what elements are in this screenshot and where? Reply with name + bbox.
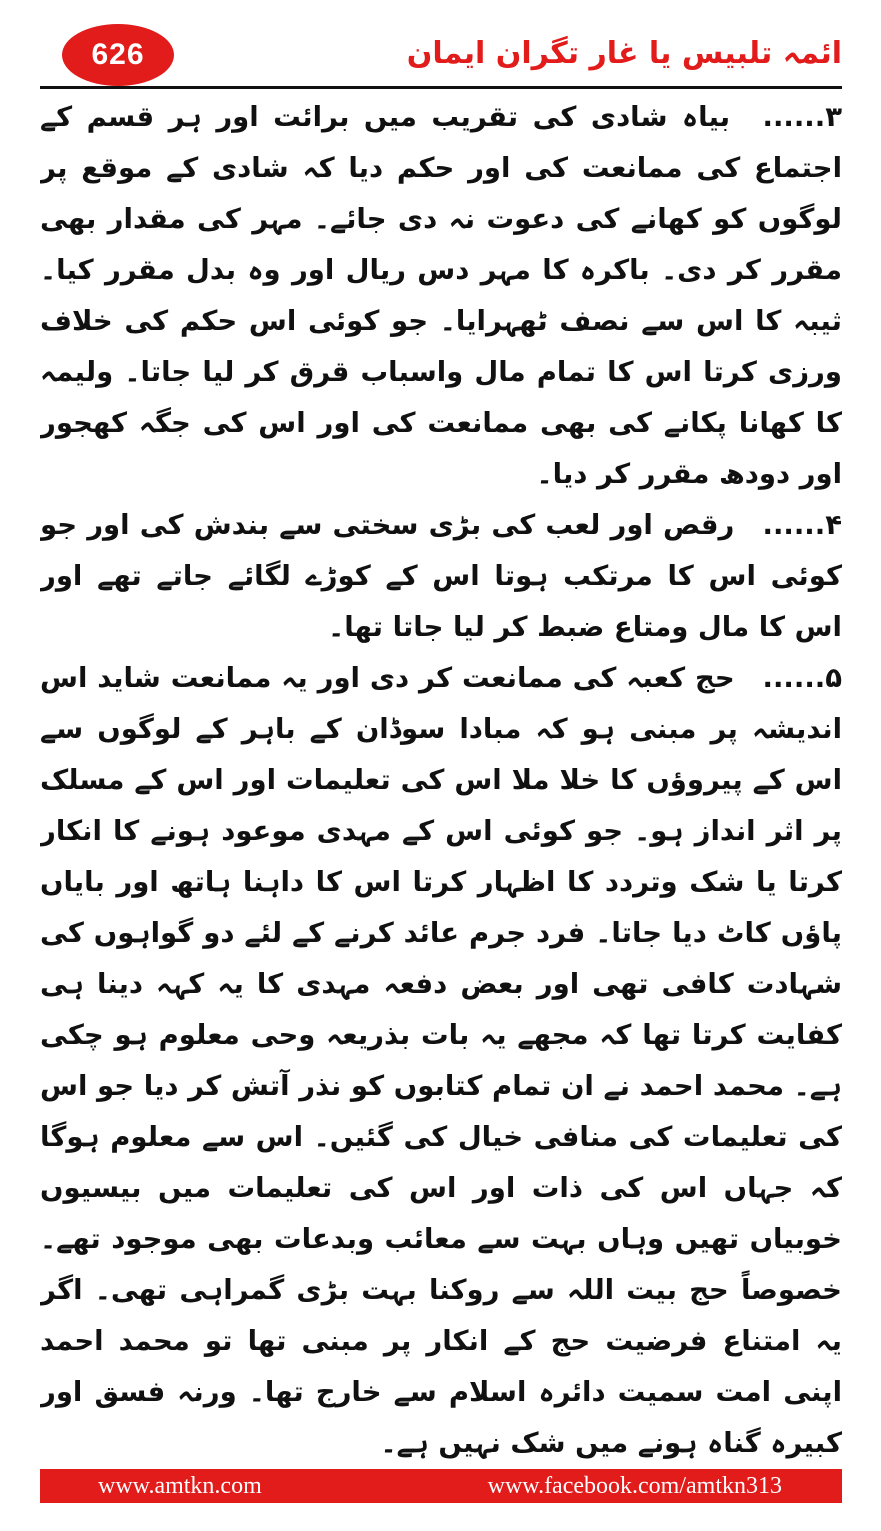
- paragraph-item-3: [40, 92, 842, 500]
- item-number: ۳......: [762, 101, 842, 133]
- website-link[interactable]: www.amtkn.com: [98, 1472, 262, 1499]
- page-number-badge: 626: [62, 24, 174, 86]
- item-number: ۵......: [762, 662, 842, 694]
- facebook-link[interactable]: www.facebook.com/amtkn313: [487, 1472, 782, 1499]
- item-number: ۴......: [762, 509, 842, 541]
- item-text: بیاہ شادی کی تقریب میں برائت اور ہر قسم کے اجتماع کی ممانعت کی اور حکم دیا کہ شادی کے موقع پر لوگوں کو کھانے کی دعوت نہ دی جائے۔ مہر کی مقدار بھی مقرر کر دی۔ باکرہ کا مہر دس ریال اور وہ بدل مقرر کیا۔ ثیبہ کا اس سے نصف ٹھہرایا۔ جو کوئی اس حکم کی خلاف ورزی کرتا اس کا تمام مال واسباب قرق کر لیا جاتا۔ ولیمہ کا کھانا پکانے کی بھی ممانعت کی اور اس کی جگہ کھجور اور دودھ مقرر کر دیا۔: [40, 101, 842, 490]
- page-header: [40, 18, 842, 88]
- paragraph-item-4: [40, 500, 842, 653]
- header-divider: [40, 86, 842, 89]
- book-title: ائمہ تلبیس یا غار تگران ایمان: [406, 36, 842, 71]
- page-content: [40, 92, 842, 1464]
- paragraph-item-5: [40, 653, 842, 1464]
- item-text: حج کعبہ کی ممانعت کر دی اور یہ ممانعت شاید اس اندیشہ پر مبنی ہو کہ مبادا سوڈان کے باہر کے لوگوں سے اس کے پیروؤں کا خلا ملا اس کی تعلیمات اور اس کے مسلک پر اثر انداز ہو۔ جو کوئی اس کے مہدی موعود ہونے کا انکار کرتا یا شک وتردد کا اظہار کرتا اس کا داہنا ہاتھ اور بایاں پاؤں کاٹ دیا جاتا۔ فرد جرم عائد کرنے کے لئے دو گواہوں کی شہادت کافی تھی اور بعض دفعہ مہدی کا یہ کہہ دینا ہی کفایت کرتا تھا کہ مجھے یہ بات بذریعہ وحی معلوم ہو چکی ہے۔ محمد احمد نے ان تمام کتابوں کو نذر آتش کر دیا جو اس کی تعلیمات کی منافی خیال کی گئیں۔ اس سے معلوم ہوگا کہ جہاں اس کی ذات اور اس کی تعلیمات میں بیسیوں خوبیاں تھیں وہاں بہت سے معائب وبدعات بھی موجود تھے۔ خصوصاً حج بیت اللہ سے روکنا بہت بڑی گمراہی تھی۔ اگر یہ امتناع فرضیت حج کے انکار پر مبنی تھا تو محمد احمد اپنی امت سمیت دائرہ اسلام سے خارج تھا۔ ورنہ فسق اور کبیرہ گناہ ہونے میں شک نہیں ہے۔: [40, 662, 842, 1459]
- footer-bar: [40, 1469, 842, 1503]
- item-text: رقص اور لعب کی بڑی سختی سے بندش کی اور جو کوئی اس کا مرتکب ہوتا اس کے کوڑے لگائے جاتے تھے اور اس کا مال ومتاع ضبط کر لیا جاتا تھا۔: [40, 509, 842, 643]
